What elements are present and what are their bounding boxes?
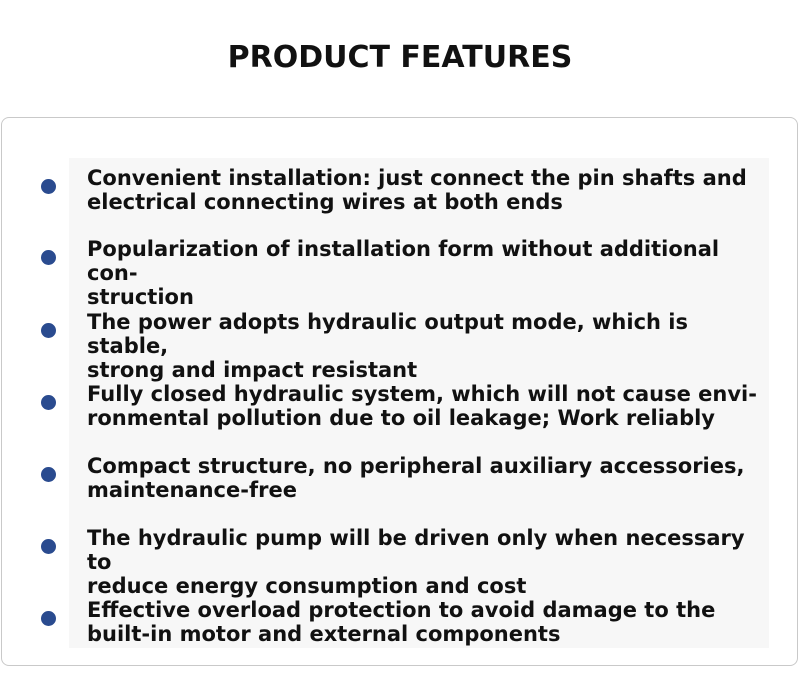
feature-line-2: strong and impact resistant: [87, 358, 418, 382]
feature-line-1: The power adopts hydraulic output mode, which is stable,: [87, 310, 688, 358]
feature-line-2: electrical connecting wires at both ends: [87, 190, 563, 214]
feature-line-2: struction: [87, 285, 194, 309]
feature-line-2: maintenance-free: [87, 478, 297, 502]
feature-line-1: Convenient installation: just connect the pin shafts and: [87, 166, 747, 190]
feature-line-2: ronmental pollution due to oil leakage; Work reliably: [87, 406, 716, 430]
feature-text: [87, 310, 767, 382]
feature-line-1: Effective overload protection to avoid damage to the: [87, 598, 716, 622]
bullet-icon: [41, 323, 56, 338]
feature-line-2: built-in motor and external components: [87, 622, 561, 646]
bullet-icon: [41, 179, 56, 194]
feature-line-2: reduce energy consumption and cost: [87, 574, 527, 598]
feature-line-1: Popularization of installation form without additional con-: [87, 237, 720, 285]
feature-text: [87, 598, 767, 646]
feature-text: [87, 237, 767, 309]
feature-text: [87, 166, 767, 214]
bullet-icon: [41, 250, 56, 265]
bullet-icon: [41, 467, 56, 482]
feature-text: [87, 526, 767, 598]
feature-text: [87, 382, 767, 430]
bullet-icon: [41, 539, 56, 554]
bullet-icon: [41, 395, 56, 410]
bullet-icon: [41, 611, 56, 626]
page-title: PRODUCT FEATURES: [227, 40, 573, 75]
feature-line-1: The hydraulic pump will be driven only when necessary to: [87, 526, 745, 574]
feature-line-1: Fully closed hydraulic system, which will not cause envi-: [87, 382, 757, 406]
feature-text: [87, 454, 767, 502]
feature-line-1: Compact structure, no peripheral auxiliary accessories,: [87, 454, 745, 478]
